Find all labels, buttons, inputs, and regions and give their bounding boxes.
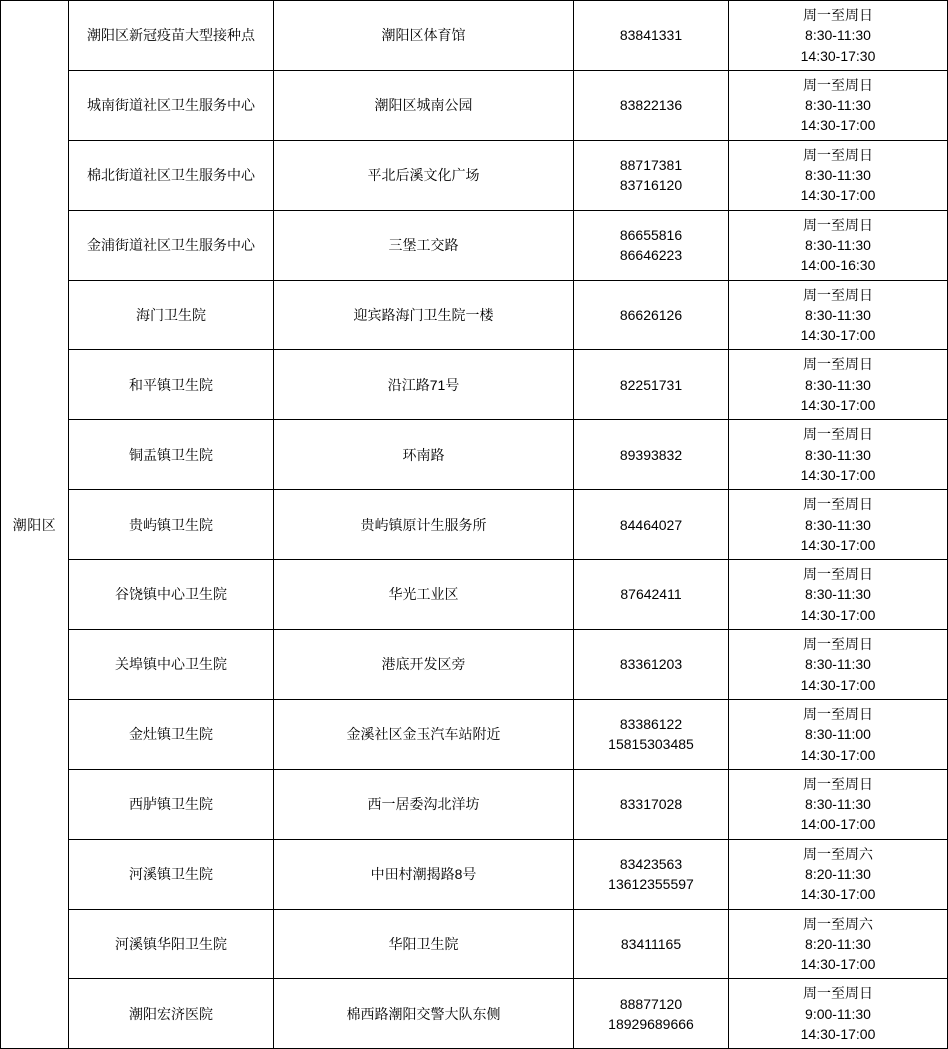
time-cell <box>729 630 948 700</box>
table-row <box>1 560 948 630</box>
unit-cell: 西胪镇卫生院 <box>69 769 274 839</box>
time-cell <box>729 979 948 1049</box>
phone-number: 15815303485 <box>608 736 694 753</box>
phone-number: 83317028 <box>619 796 683 813</box>
time-line: 8:30-11:30 <box>805 516 871 533</box>
time-line: 周一至周日 <box>803 7 873 23</box>
table-row <box>1 70 948 140</box>
time-line: 8:30-11:30 <box>805 446 871 463</box>
phone-number: 83386122 <box>619 716 683 733</box>
time-line: 8:30-11:30 <box>805 236 871 253</box>
time-line: 8:30-11:30 <box>805 306 871 323</box>
phone-number: 88717381 <box>619 156 683 173</box>
time-line: 8:30-11:30 <box>805 796 871 813</box>
time-line: 周一至周日 <box>803 496 873 513</box>
time-line: 14:30-17:00 <box>800 327 876 344</box>
table-row <box>1 490 948 560</box>
site-cell: 平北后溪文化广场 <box>274 140 574 210</box>
time-line: 14:30-17:30 <box>800 47 876 64</box>
phone-number: 13612355597 <box>608 876 694 893</box>
phone-cell <box>574 210 729 280</box>
unit-cell: 和平镇卫生院 <box>69 350 274 420</box>
unit-cell: 谷饶镇中心卫生院 <box>69 560 274 630</box>
time-line: 8:20-11:30 <box>805 935 871 952</box>
time-line: 周一至周日 <box>803 216 873 233</box>
phone-number: 18929689666 <box>608 1015 694 1032</box>
table-row <box>1 140 948 210</box>
time-cell <box>729 70 948 140</box>
time-cell <box>729 769 948 839</box>
phone-number: 84464027 <box>619 516 683 533</box>
site-cell: 西一居委沟北洋坊 <box>274 769 574 839</box>
time-cell <box>729 490 948 560</box>
table-row <box>1 350 948 420</box>
time-line: 8:30-11:30 <box>805 97 871 114</box>
time-line: 8:30-11:30 <box>805 586 871 603</box>
time-line: 8:30-11:30 <box>805 656 871 673</box>
phone-number: 83423563 <box>619 855 683 872</box>
time-cell <box>729 839 948 909</box>
phone-cell <box>574 909 729 979</box>
time-line: 8:30-11:30 <box>805 376 871 393</box>
phone-cell <box>574 979 729 1049</box>
site-cell: 潮阳区城南公园 <box>274 70 574 140</box>
unit-cell: 关埠镇中心卫生院 <box>69 630 274 700</box>
phone-cell <box>574 839 729 909</box>
phone-number: 86626126 <box>619 306 683 323</box>
time-line: 8:30-11:30 <box>805 167 871 184</box>
time-line: 14:30-17:00 <box>800 606 876 623</box>
table-row <box>1 769 948 839</box>
site-cell: 潮阳区体育馆 <box>274 1 574 71</box>
time-line: 周一至周日 <box>803 775 873 792</box>
time-line: 8:30-11:30 <box>805 27 871 44</box>
table-row <box>1 909 948 979</box>
phone-cell <box>574 630 729 700</box>
phone-cell <box>574 420 729 490</box>
site-cell: 华光工业区 <box>274 560 574 630</box>
site-cell: 沿江路71号 <box>274 350 574 420</box>
time-cell <box>729 350 948 420</box>
time-line: 14:00-16:30 <box>800 257 876 274</box>
phone-number: 82251731 <box>619 376 683 393</box>
time-line: 9:00-11:30 <box>805 1005 871 1022</box>
phone-number: 87642411 <box>620 586 682 603</box>
phone-cell <box>574 490 729 560</box>
table-row <box>1 979 948 1049</box>
time-line: 14:00-17:00 <box>800 816 876 833</box>
time-line: 周一至周日 <box>803 705 873 722</box>
time-line: 14:30-17:00 <box>800 886 876 903</box>
time-cell <box>729 420 948 490</box>
phone-number: 88877120 <box>619 995 683 1012</box>
table-row <box>1 839 948 909</box>
unit-cell: 铜盂镇卫生院 <box>69 420 274 490</box>
site-cell: 港底开发区旁 <box>274 630 574 700</box>
unit-cell: 金灶镇卫生院 <box>69 699 274 769</box>
time-line: 14:30-17:00 <box>800 466 876 483</box>
site-cell: 贵屿镇原计生服务所 <box>274 490 574 560</box>
time-cell <box>729 210 948 280</box>
phone-number: 83361203 <box>619 656 683 673</box>
time-cell <box>729 140 948 210</box>
phone-number: 86655816 <box>619 226 683 243</box>
site-cell: 中田村潮揭路8号 <box>274 839 574 909</box>
site-cell: 三堡工交路 <box>274 210 574 280</box>
time-line: 周一至周日 <box>803 426 873 443</box>
time-line: 14:30-17:00 <box>800 676 876 693</box>
phone-cell <box>574 699 729 769</box>
phone-cell <box>574 70 729 140</box>
time-line: 8:30-11:00 <box>805 726 871 743</box>
time-cell <box>729 909 948 979</box>
table-body <box>1 1 948 1049</box>
unit-cell: 河溪镇华阳卫生院 <box>69 909 274 979</box>
table-row <box>1 699 948 769</box>
time-line: 14:30-17:00 <box>800 187 876 204</box>
phone-cell <box>574 560 729 630</box>
table-row <box>1 630 948 700</box>
time-line: 周一至周六 <box>803 915 873 932</box>
unit-cell: 城南街道社区卫生服务中心 <box>69 70 274 140</box>
time-line: 周一至周日 <box>803 356 873 373</box>
time-line: 14:30-17:00 <box>800 746 876 763</box>
time-line: 14:30-17:00 <box>800 1026 876 1043</box>
site-cell: 金溪社区金玉汽车站附近 <box>274 699 574 769</box>
phone-number: 83841331 <box>619 27 683 44</box>
phone-cell <box>574 1 729 71</box>
time-cell <box>729 1 948 71</box>
table-row <box>1 1 948 71</box>
unit-cell: 潮阳宏济医院 <box>69 979 274 1049</box>
time-line: 14:30-17:00 <box>800 117 876 134</box>
time-line: 周一至周日 <box>803 146 873 163</box>
phone-number: 83411165 <box>620 935 682 952</box>
district-cell: 潮阳区 <box>1 1 69 1049</box>
time-line: 周一至周日 <box>803 985 873 1002</box>
unit-cell: 海门卫生院 <box>69 280 274 350</box>
phone-number: 89393832 <box>619 446 683 463</box>
site-cell: 迎宾路海门卫生院一楼 <box>274 280 574 350</box>
unit-cell: 金浦街道社区卫生服务中心 <box>69 210 274 280</box>
table-row <box>1 210 948 280</box>
phone-cell <box>574 280 729 350</box>
phone-cell <box>574 350 729 420</box>
site-cell: 环南路 <box>274 420 574 490</box>
unit-cell: 棉北街道社区卫生服务中心 <box>69 140 274 210</box>
time-line: 14:30-17:00 <box>800 956 876 973</box>
table-row <box>1 420 948 490</box>
time-cell <box>729 699 948 769</box>
phone-number: 86646223 <box>619 247 683 264</box>
time-line: 14:30-17:00 <box>800 397 876 414</box>
table-row <box>1 280 948 350</box>
unit-cell: 贵屿镇卫生院 <box>69 490 274 560</box>
phone-number: 83716120 <box>619 177 683 194</box>
time-cell <box>729 560 948 630</box>
time-line: 周一至周六 <box>803 845 873 862</box>
time-line: 周一至周日 <box>803 286 873 303</box>
phone-cell <box>574 140 729 210</box>
unit-cell: 河溪镇卫生院 <box>69 839 274 909</box>
time-cell <box>729 280 948 350</box>
site-cell: 华阳卫生院 <box>274 909 574 979</box>
time-line: 14:30-17:00 <box>800 536 876 553</box>
time-line: 周一至周日 <box>803 636 873 653</box>
unit-cell: 潮阳区新冠疫苗大型接种点 <box>69 1 274 71</box>
phone-cell <box>574 769 729 839</box>
time-line: 周一至周日 <box>803 76 873 93</box>
phone-number: 83822136 <box>619 97 683 114</box>
time-line: 周一至周日 <box>803 566 873 583</box>
time-line: 8:20-11:30 <box>805 865 871 882</box>
site-cell: 棉西路潮阳交警大队东侧 <box>274 979 574 1049</box>
